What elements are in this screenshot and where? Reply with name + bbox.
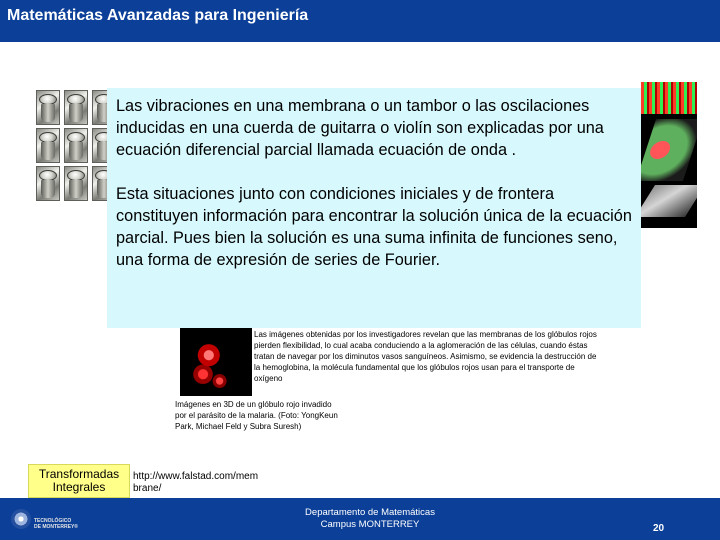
logo-line-2: DE MONTERREY® bbox=[34, 524, 78, 530]
drum-thumbnail bbox=[64, 128, 88, 163]
membrane-plane-image bbox=[641, 185, 697, 217]
integral-transforms-button[interactable] bbox=[28, 464, 130, 498]
title-bar bbox=[0, 0, 720, 42]
slide-title: Matemáticas Avanzadas para Ingeniería bbox=[7, 7, 309, 24]
wave-pattern-image bbox=[641, 82, 697, 114]
drum-thumbnail bbox=[36, 90, 60, 125]
membrane-surface-image bbox=[641, 119, 697, 181]
tecnologico-logo bbox=[11, 507, 85, 535]
department-label bbox=[250, 507, 490, 531]
drum-thumbnail-grid bbox=[36, 90, 116, 204]
integral-transforms-label-line1: Transformadas bbox=[38, 467, 120, 481]
red-blood-cell-image bbox=[180, 328, 252, 396]
department-line-1: Departamento de Matemáticas bbox=[305, 507, 435, 518]
membrane-url-link[interactable]: http://www.falstad.com/membrane/ bbox=[133, 471, 259, 494]
main-text-box bbox=[107, 88, 641, 328]
logo-line-1: TECNOLÓGICO bbox=[34, 518, 72, 524]
drum-thumbnail bbox=[36, 166, 60, 201]
page-number: 20 bbox=[653, 523, 665, 534]
drum-thumbnail bbox=[36, 128, 60, 163]
integral-transforms-label-line2: Integrales bbox=[52, 480, 106, 494]
department-line-2: Campus MONTERREY bbox=[320, 519, 420, 530]
cell-image-credit: Imágenes en 3D de un glóbulo rojo invadido por el parásito de la malaria. (Foto: YongKeun Park, Michael Feld y Subra Suresh) bbox=[175, 400, 338, 431]
drum-thumbnail bbox=[64, 166, 88, 201]
cell-image-caption: Las imágenes obtenidas por los investigadores revelan que las membranas de los glóbulos rojos pierden flexibilidad, lo cual acaba conduciendo a la aglomeración de las células, cuando éstas tratan de navegar por los diminutos vasos sanguíneos. Asimismo, se evidencia la destrucción de la hemoglobina, la molécula fundamental que los glóbulos rojos usan para el transporte de oxígeno bbox=[254, 330, 597, 383]
wave-visualization-images bbox=[641, 82, 697, 228]
institution-seal-icon bbox=[11, 509, 31, 529]
logo-text bbox=[34, 518, 86, 530]
fourier-series-paragraph: Esta situaciones junto con condiciones iniciales y de frontera constituyen información para encontrar la solución única de la ecuación parcial. Pues bien la solución es una suma infinita de funciones seno, una forma de expresión de series de Fourier. bbox=[116, 185, 632, 269]
drum-thumbnail bbox=[64, 90, 88, 125]
wave-equation-paragraph: Las vibraciones en una membrana o un tambor o las oscilaciones inducidas en una cuerda de guitarra o violín son explicadas por una ecuación diferencial parcial llamada ecuación de onda . bbox=[116, 97, 604, 159]
